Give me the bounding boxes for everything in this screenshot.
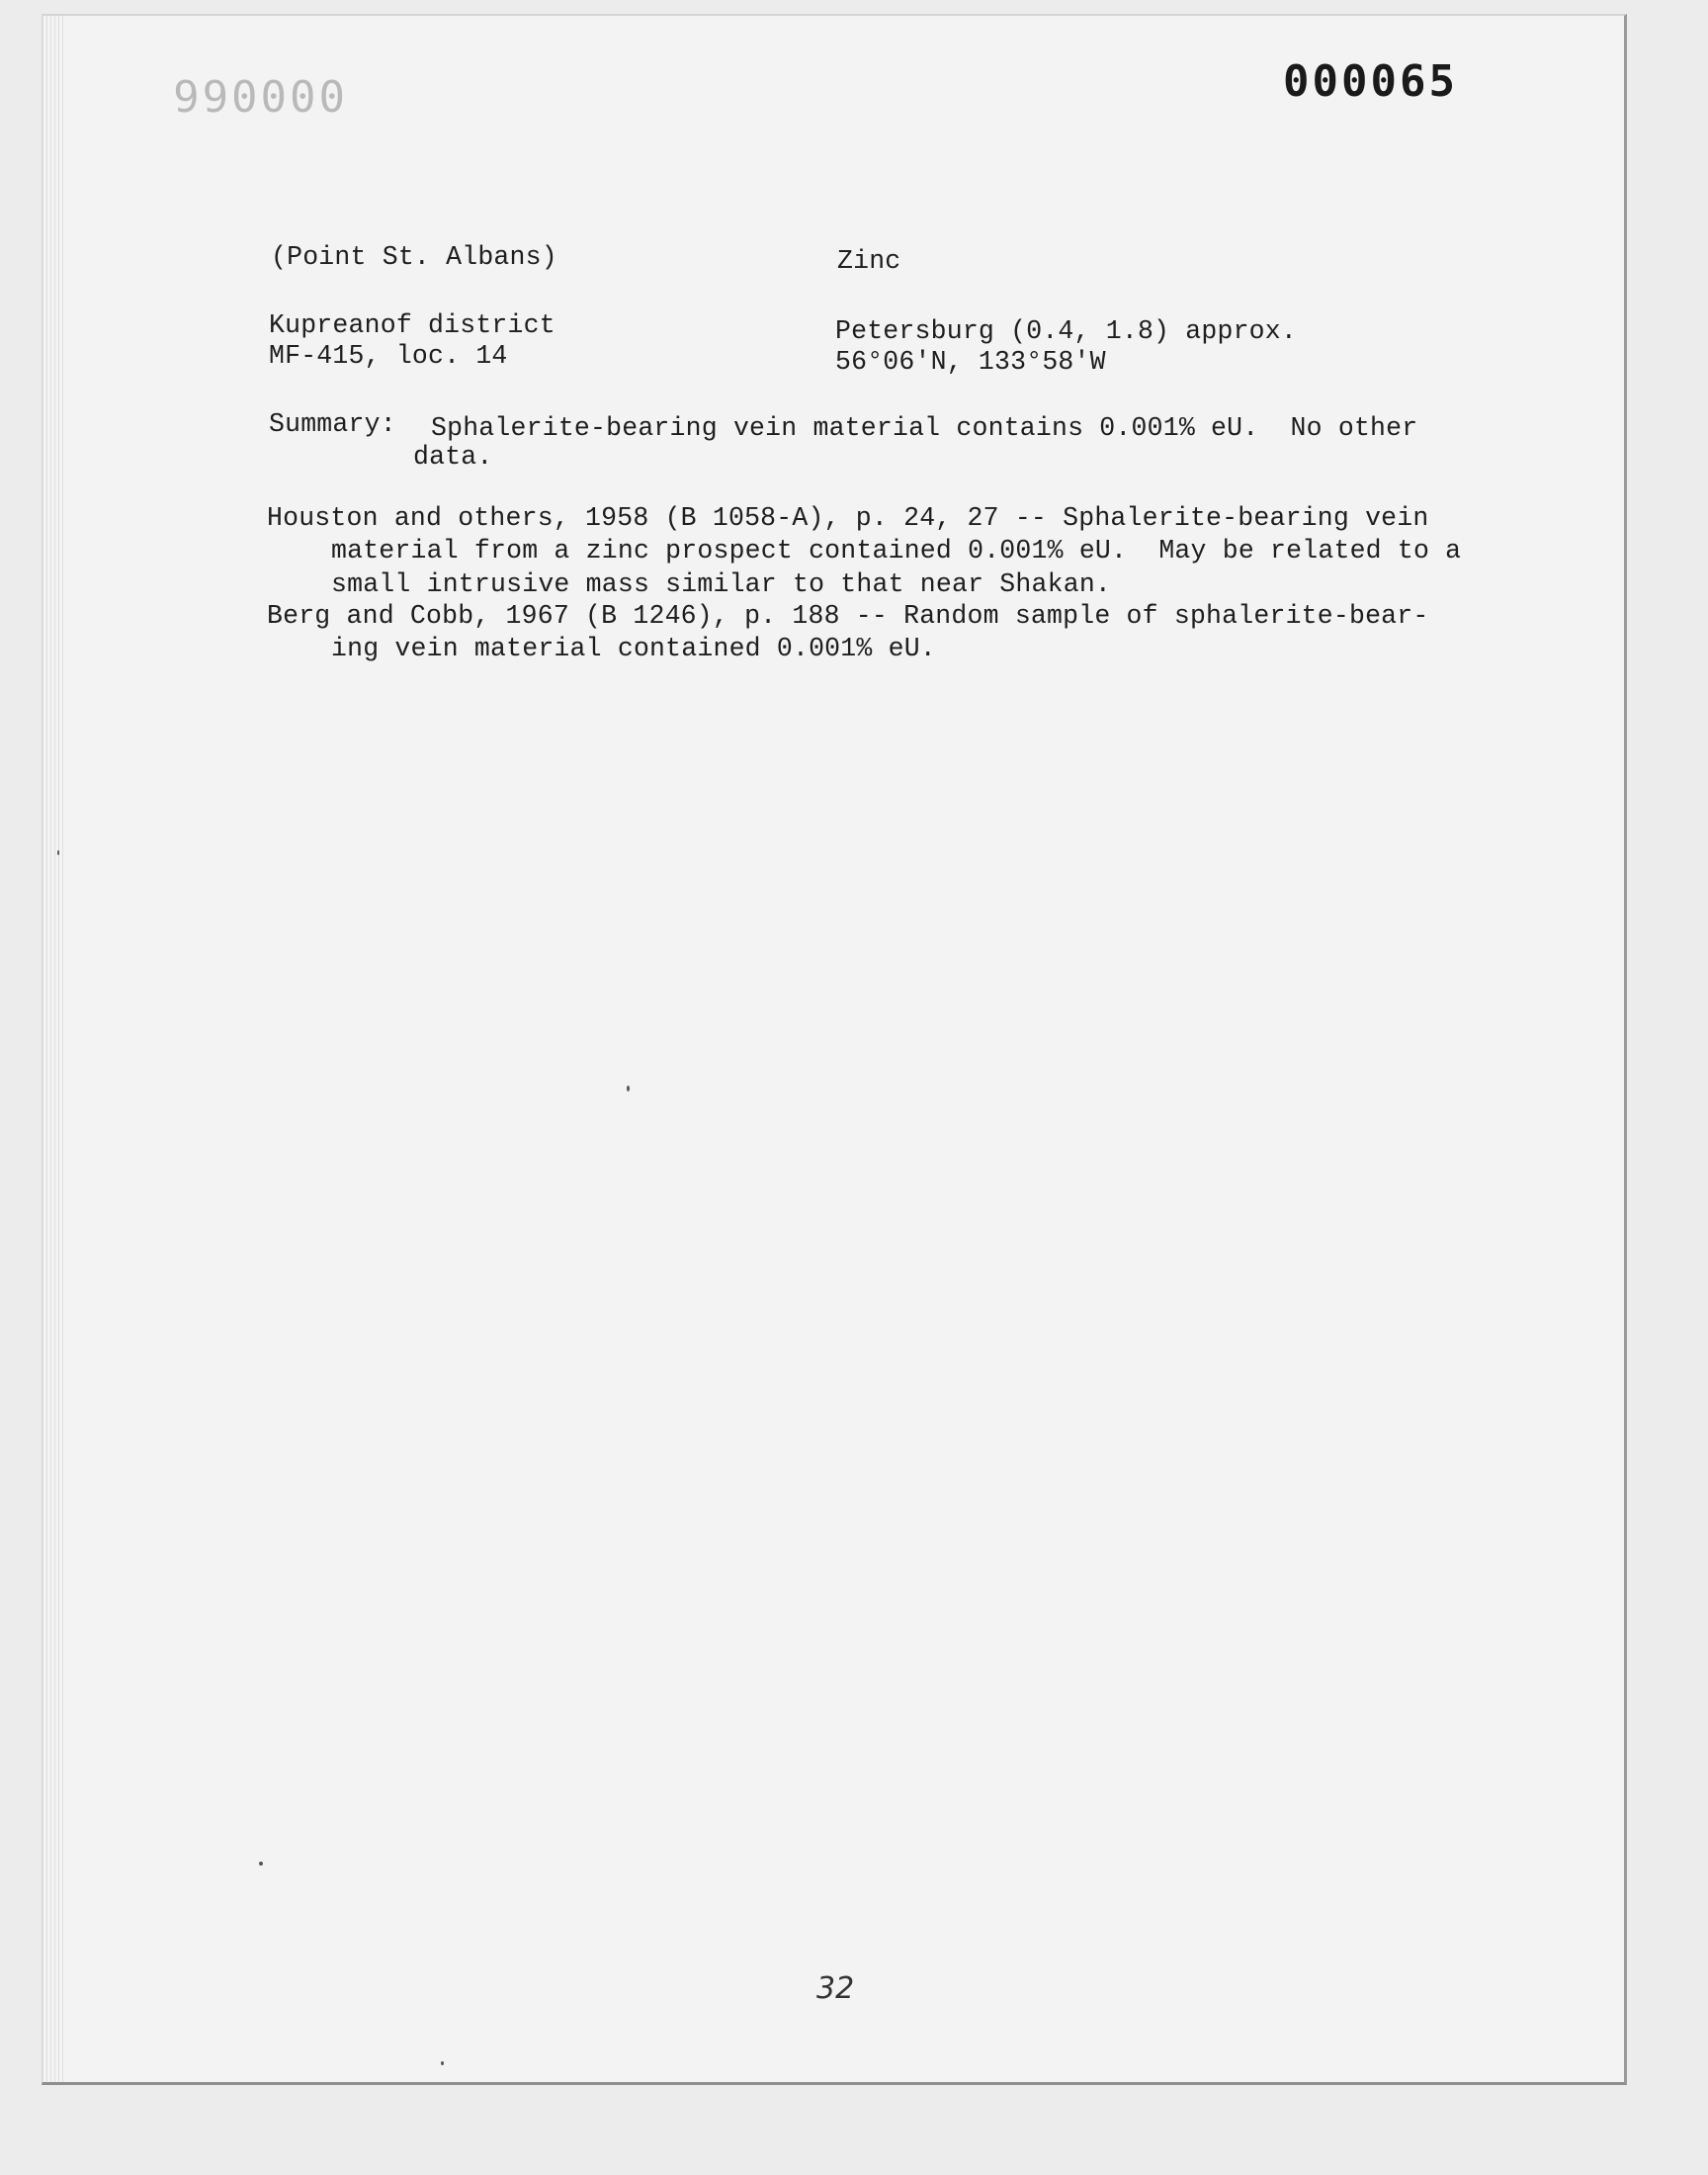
bleed-through-stamp: 000066	[170, 69, 345, 120]
scan-speck	[441, 2061, 444, 2065]
coordinates: 56°06'N, 133°58'W	[835, 347, 1106, 377]
document-number-stamp: 000065	[1283, 56, 1458, 107]
reference-1-line-2: material from a zinc prospect contained 0.001% eU. May be related to a	[331, 536, 1462, 566]
district: Kupreanof district	[269, 310, 555, 340]
summary-label: Summary:	[269, 409, 396, 439]
location-name: (Point St. Albans)	[271, 242, 557, 272]
summary-line-2: data.	[413, 442, 493, 472]
reference-1-line-1: Houston and others, 1958 (B 1058-A), p. 24, 27 -- Sphalerite-bearing vein	[267, 503, 1429, 533]
reference-2-line-2: ing vein material contained 0.001% eU.	[331, 634, 936, 663]
reference-1-line-3: small intrusive mass similar to that near Shakan.	[331, 569, 1112, 599]
scan-edge-left	[43, 16, 64, 2082]
quadrangle: Petersburg (0.4, 1.8) approx.	[835, 316, 1297, 346]
scan-speck	[627, 1086, 630, 1091]
summary-line-1: Sphalerite-bearing vein material contains 0.001% eU. No other	[431, 413, 1418, 443]
scan-speck	[259, 1862, 263, 1866]
commodity: Zinc	[837, 246, 901, 276]
map-reference: MF-415, loc. 14	[269, 341, 508, 371]
reference-2-line-1: Berg and Cobb, 1967 (B 1246), p. 188 -- Random sample of sphalerite-bear-	[267, 601, 1429, 631]
scan-speck	[57, 850, 59, 855]
page-number: 32	[816, 1971, 855, 2006]
